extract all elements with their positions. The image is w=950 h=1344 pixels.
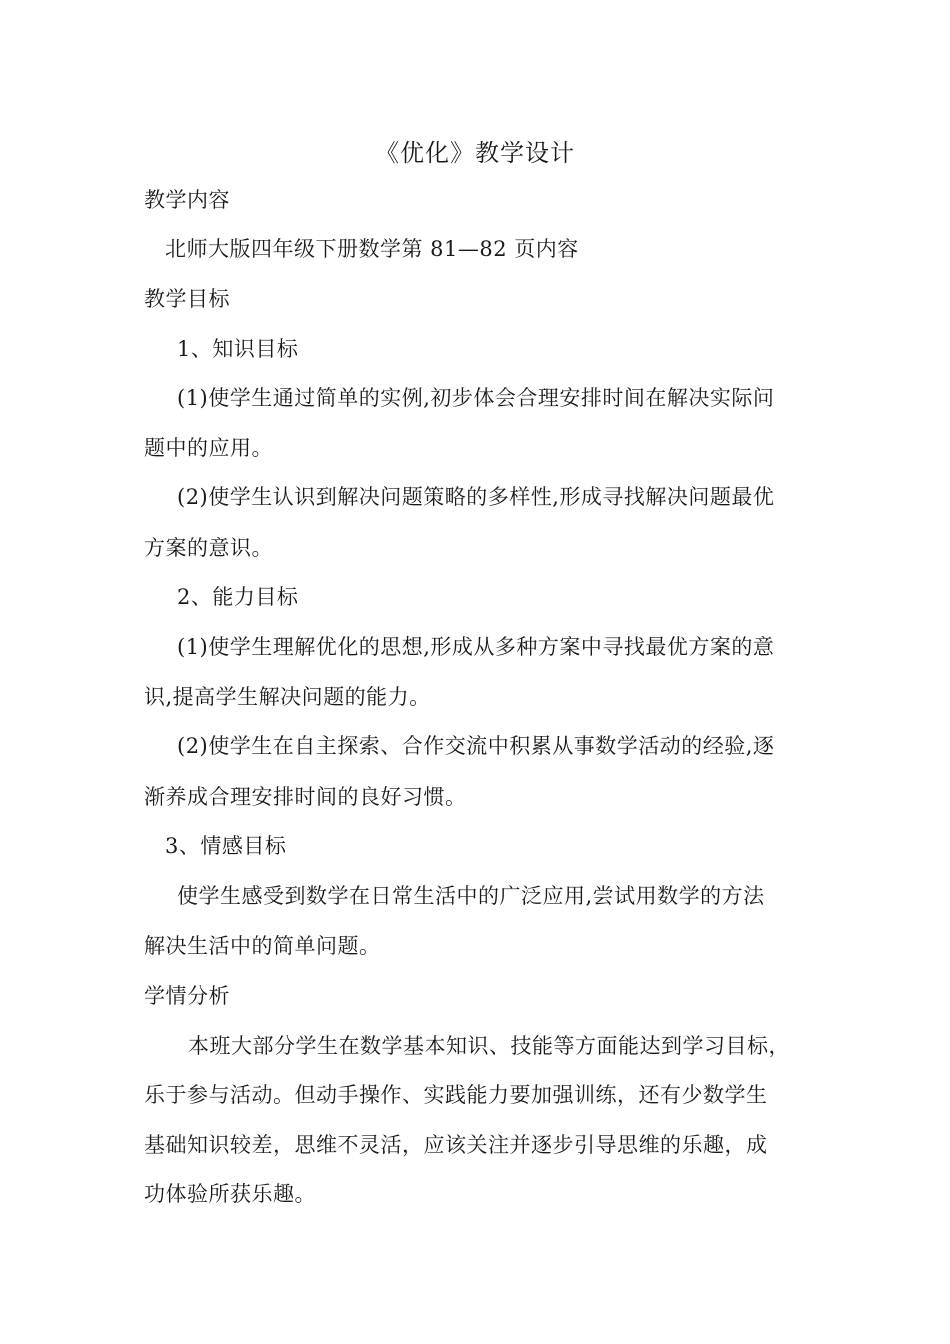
analysis-line4: 功体验所获乐趣。	[144, 1182, 316, 1206]
analysis-line3: 基础知识较差，思维不灵活，应该关注并逐步引导思维的乐趣，成	[144, 1133, 768, 1157]
subheading-emotion: 3、情感目标	[165, 834, 287, 858]
analysis-line1: 本班大部分学生在数学基本知识、技能等方面能达到学习目标，	[188, 1034, 790, 1058]
emotion-line2: 解决生活中的简单问题。	[144, 934, 381, 958]
emotion-line1: 使学生感受到数学在日常生活中的广泛应用,尝试用数学的方法	[177, 884, 765, 908]
section-heading-content: 教学内容	[144, 188, 230, 212]
knowledge-item1-line1: (1)使学生通过简单的实例,初步体会合理安排时间在解决实际问	[177, 386, 775, 410]
content-text: 北师大版四年级下册数学第 81—82 页内容	[165, 237, 579, 261]
knowledge-item2-line2: 方案的意识。	[144, 536, 273, 560]
analysis-line2: 乐于参与活动。但动手操作、实践能力要加强训练，还有少数学生	[144, 1083, 768, 1107]
subheading-ability: 2、能力目标	[177, 585, 299, 609]
subheading-knowledge: 1、知识目标	[177, 337, 299, 361]
knowledge-item1-line2: 题中的应用。	[144, 436, 273, 460]
ability-item1-line1: (1)使学生理解优化的思想,形成从多种方案中寻找最优方案的意	[177, 635, 775, 659]
section-heading-objectives: 教学目标	[144, 287, 230, 311]
ability-item2-line2: 渐养成合理安排时间的良好习惯。	[144, 785, 467, 809]
section-heading-analysis: 学情分析	[144, 984, 230, 1008]
document-title: 《优化》教学设计	[375, 139, 575, 167]
ability-item2-line1: (2)使学生在自主探索、合作交流中积累从事数学活动的经验,逐	[177, 734, 775, 758]
knowledge-item2-line1: (2)使学生认识到解决问题策略的多样性,形成寻找解决问题最优	[177, 485, 775, 509]
ability-item1-line2: 识,提高学生解决问题的能力。	[144, 685, 431, 709]
